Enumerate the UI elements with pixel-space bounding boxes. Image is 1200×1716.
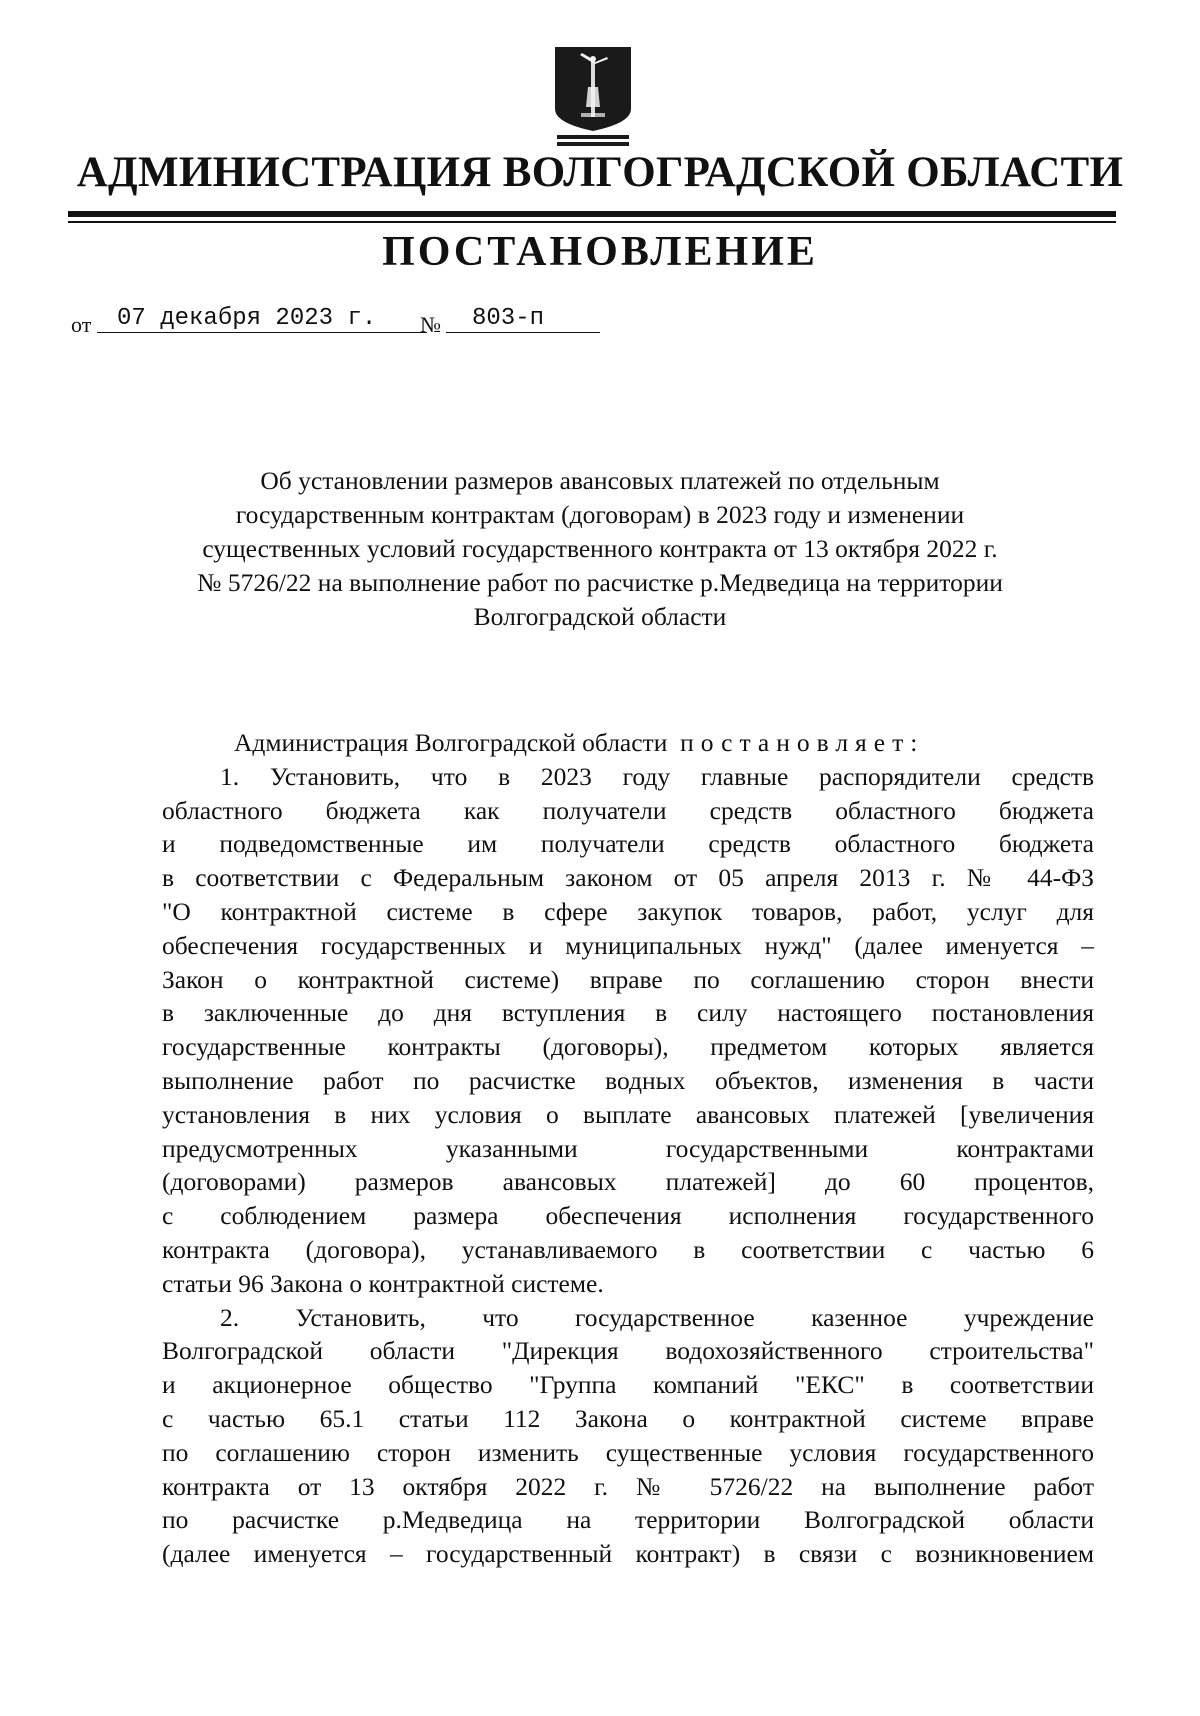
paragraph-line: выполнение работ по расчистке водных объектов, изменения в части	[162, 1065, 1094, 1095]
subject-line: № 5726/22 на выполнение работ по расчистке р.Медведица на территории	[197, 568, 1003, 597]
paragraph-line: по соглашению сторон изменить существенные условия государственного	[162, 1437, 1094, 1467]
preamble-verb: постановляет:	[680, 728, 925, 757]
paragraph-line: (далее именуется – государственный контракт) в связи с возникновением	[162, 1539, 1094, 1569]
header-rule-thin	[68, 221, 1116, 223]
paragraph-line: с частью 65.1 статьи 112 Закона о контрактной системе вправе	[162, 1403, 1094, 1433]
paragraph-line: Закон о контрактной системе) вправе по соглашению сторон внести	[162, 964, 1094, 994]
paragraph-line: 1. Установить, что в 2023 году главные распорядители средств	[220, 761, 1094, 791]
paragraph-line: Волгоградской области "Дирекция водохозяйственного строительства"	[162, 1336, 1094, 1366]
date-prefix: от	[71, 312, 92, 337]
paragraph-line: государственные контракты (договоры), предметом которых является	[162, 1032, 1094, 1062]
paragraph-1	[162, 760, 1094, 1301]
header-rule-thick	[68, 211, 1116, 217]
preamble	[162, 726, 1094, 760]
paragraph-line: статьи 96 Закона о контрактной системе.	[162, 1268, 604, 1298]
document-date: 07 декабря 2023 г.	[97, 305, 427, 333]
paragraph-line: "О контрактной системе в сфере закупок товаров, работ, услуг для	[162, 896, 1094, 926]
subject-line: существенных условий государственного контракта от 13 октября 2022 г.	[202, 534, 998, 563]
coat-of-arms-icon	[555, 47, 631, 149]
paragraph-line: в заключенные до дня вступления в силу настоящего постановления	[162, 998, 1094, 1028]
document-number: 803-п	[446, 305, 600, 333]
paragraph-line: в соответствии с Федеральным законом от 05 апреля 2013 г. № 44-ФЗ	[162, 863, 1094, 893]
document-body	[162, 726, 1094, 1571]
document-type-title: ПОСТАНОВЛЕНИЕ	[382, 229, 818, 275]
subject-line: Об установлении размеров авансовых платежей по отдельным	[260, 466, 940, 495]
paragraph-line: предусмотренных указанными государственными контрактами	[162, 1133, 1094, 1163]
organization-title: АДМИНИСТРАЦИЯ ВОЛГОГРАДСКОЙ ОБЛАСТИ	[76, 149, 1124, 196]
paragraph-line: контракта от 13 октября 2022 г. № 5726/22 на выполнение работ	[162, 1471, 1094, 1501]
paragraph-line: обеспечения государственных и муниципальных нужд" (далее именуется –	[162, 930, 1094, 960]
paragraph-line: и подведомственные им получатели средств областного бюджета	[162, 829, 1094, 859]
document-subject	[120, 464, 1080, 634]
subject-line: государственным контрактам (договорам) в 2023 году и изменении	[235, 500, 965, 529]
paragraph-line: (договорами) размеров авансовых платежей] до 60 процентов,	[162, 1167, 1094, 1197]
paragraph-line: контракта (договора), устанавливаемого в соответствии с частью 6	[162, 1234, 1094, 1264]
preamble-lead: Администрация Волгоградской области	[234, 728, 668, 757]
paragraph-line: и акционерное общество "Группа компаний "ЕКС" в соответствии	[162, 1370, 1094, 1400]
paragraph-line: установления в них условия о выплате авансовых платежей [увеличения	[162, 1099, 1094, 1129]
subject-line: Волгоградской области	[473, 602, 727, 631]
paragraph-line: по расчистке р.Медведица на территории Волгоградской области	[162, 1505, 1094, 1535]
number-prefix: №	[420, 312, 441, 337]
paragraph-2	[162, 1301, 1094, 1571]
paragraph-line: 2. Установить, что государственное казенное учреждение	[220, 1302, 1094, 1332]
paragraph-line: областного бюджета как получатели средств областного бюджета	[162, 795, 1094, 825]
paragraph-line: с соблюдением размера обеспечения исполнения государственного	[162, 1201, 1094, 1231]
